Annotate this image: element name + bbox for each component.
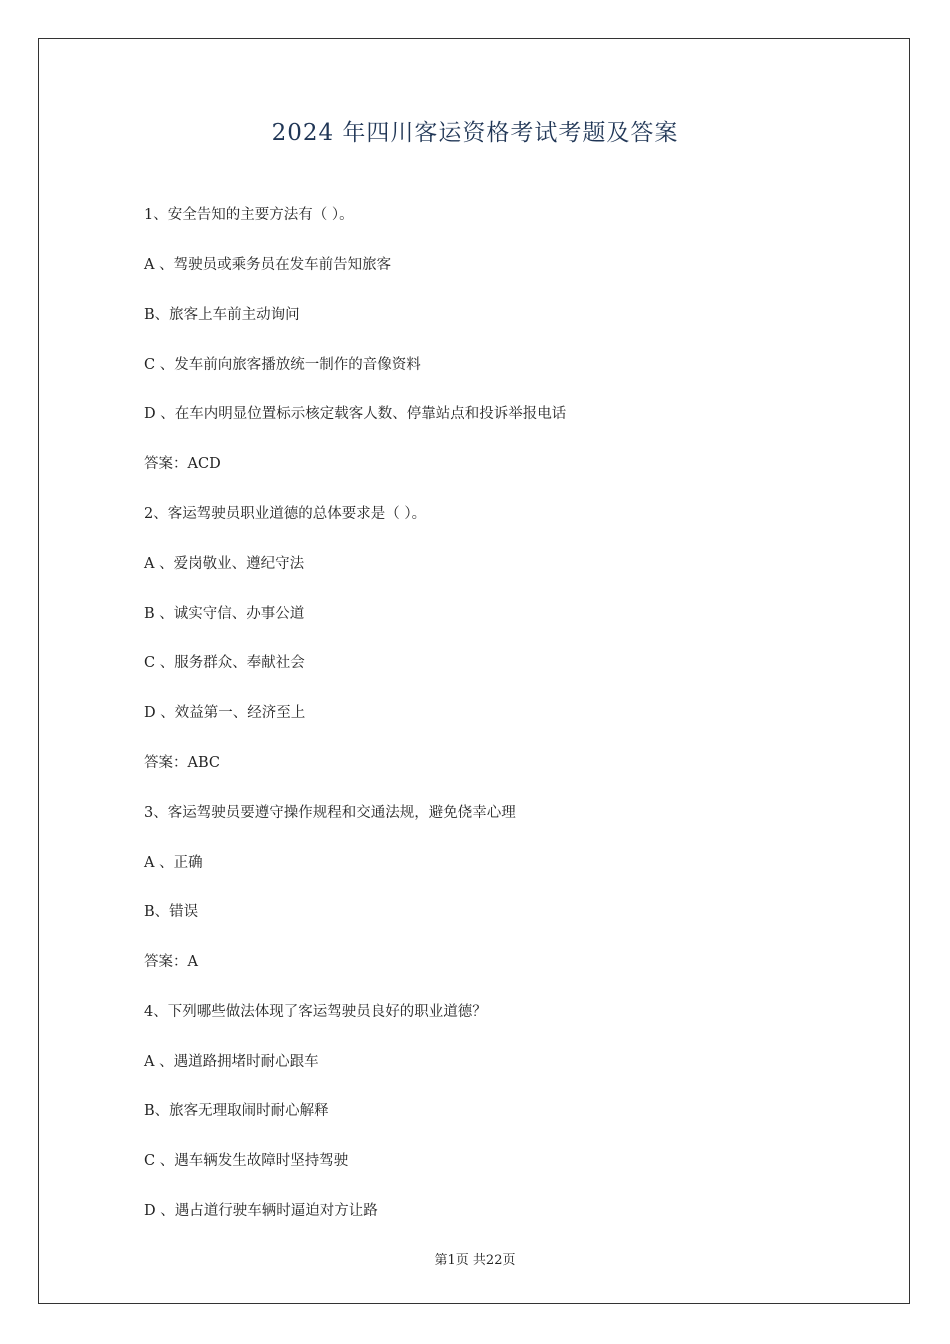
question-1-option-c: C 、发车前向旅客播放统一制作的音像资料 xyxy=(144,357,421,373)
question-4-option-b: B、旅客无理取闹时耐心解释 xyxy=(144,1103,329,1119)
question-2-option-d: D 、效益第一、经济至上 xyxy=(144,705,306,721)
question-2-option-a: A 、爱岗敬业、遵纪守法 xyxy=(144,556,305,572)
question-4-stem: 4、下列哪些做法体现了客运驾驶员良好的职业道德？ xyxy=(144,1004,487,1020)
document-title: 2024 年四川客运资格考试考题及答案 xyxy=(271,120,679,146)
question-2-answer: 答案：ABC xyxy=(144,755,220,771)
page-number-footer: 第1页 共22页 xyxy=(434,1253,516,1268)
question-4-option-a: A 、遇道路拥堵时耐心跟车 xyxy=(144,1054,319,1070)
question-3-option-a: A 、正确 xyxy=(144,855,203,871)
question-1-stem: 1、安全告知的主要方法有（ ）。 xyxy=(144,207,354,223)
question-1-option-a: A 、驾驶员或乘务员在发车前告知旅客 xyxy=(144,257,392,273)
question-2-stem: 2、客运驾驶员职业道德的总体要求是（ ）。 xyxy=(144,506,427,522)
question-3-stem: 3、客运驾驶员要遵守操作规程和交通法规，避免侥幸心理 xyxy=(144,805,516,821)
question-3-option-b: B、错误 xyxy=(144,904,199,920)
question-1-option-d: D 、在车内明显位置标示核定载客人数、停靠站点和投诉举报电话 xyxy=(144,406,567,422)
question-4-option-d: D 、遇占道行驶车辆时逼迫对方让路 xyxy=(144,1203,378,1219)
question-4-option-c: C 、遇车辆发生故障时坚持驾驶 xyxy=(144,1153,349,1169)
question-2-option-c: C 、服务群众、奉献社会 xyxy=(144,655,305,671)
question-2-option-b: B 、诚实守信、办事公道 xyxy=(144,606,305,622)
question-1-answer: 答案：ACD xyxy=(144,456,221,472)
question-3-answer: 答案：A xyxy=(144,954,198,970)
question-1-option-b: B、旅客上车前主动询问 xyxy=(144,307,300,323)
